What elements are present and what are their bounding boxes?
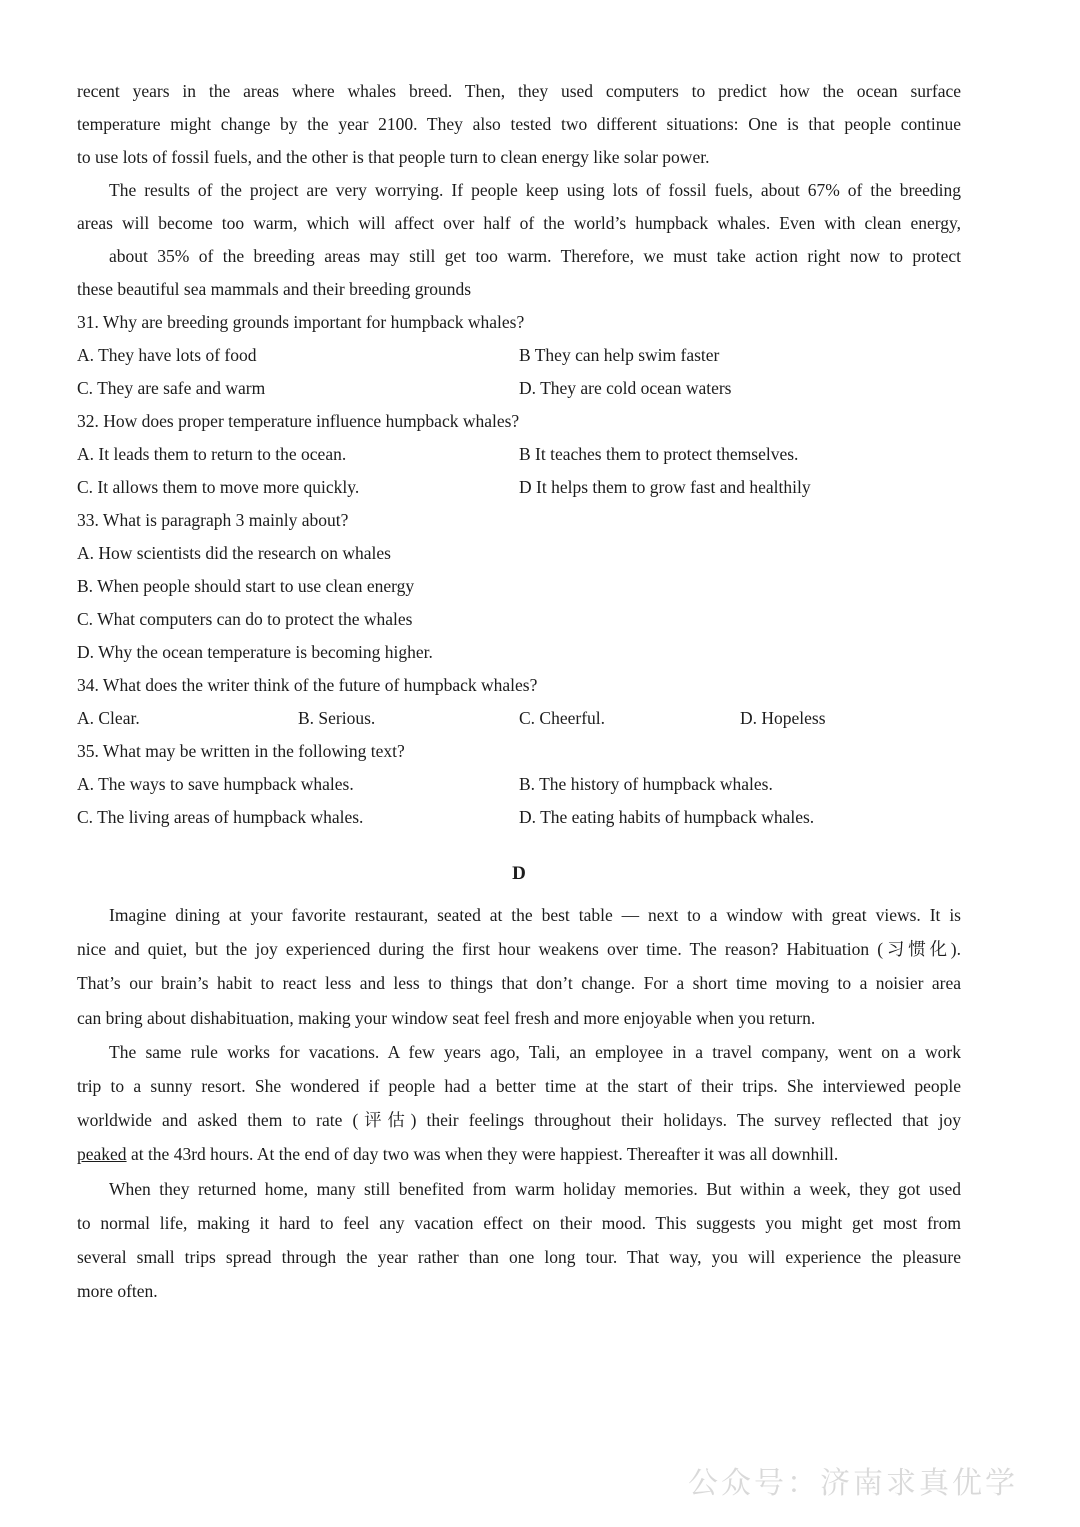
option-c: C. Cheerful.	[519, 708, 606, 728]
text-line: to use lots of fossil fuels, and the other is that people turn to clean energy like solar power.	[77, 147, 710, 167]
text-line: several small trips spread through the year rather than one long tour. That way, you will experience the pleasure	[77, 1246, 961, 1267]
option-row	[77, 768, 961, 801]
option-b: B. Serious.	[298, 708, 376, 728]
passage-d-paragraph-2	[77, 1035, 961, 1172]
option-d: D. The eating habits of humpback whales.	[519, 807, 815, 827]
text-span: at the 43rd hours. At the end of day two was when they were happiest. Thereafter it was all downhill.	[126, 1144, 839, 1165]
question-33	[77, 504, 961, 669]
text-line: worldwide and asked them to rate (评估) their feelings throughout their holidays. The survey reflected that joy	[77, 1110, 961, 1131]
option-row	[77, 339, 961, 372]
text-line: nice and quiet, but the joy experienced during the first hour weakens over time. The reason? Habituation (习惯化).	[77, 939, 961, 960]
exam-page	[77, 75, 961, 1308]
option-a: A. It leads them to return to the ocean.	[77, 444, 347, 464]
option-d: D It helps them to grow fast and healthily	[519, 477, 811, 497]
option-c: C. The living areas of humpback whales.	[77, 807, 364, 827]
text-line: When they returned home, many still benefited from warm holiday memories. But within a week, they got used	[109, 1178, 961, 1199]
text-line: more often.	[77, 1281, 158, 1302]
question-stem: 33. What is paragraph 3 mainly about?	[77, 510, 349, 530]
question-stem: 35. What may be written in the following text?	[77, 741, 405, 761]
text-line: recent years in the areas where whales breed. Then, they used computers to predict how the ocean surface	[77, 81, 961, 101]
text-line: these beautiful sea mammals and their breeding grounds	[77, 279, 472, 299]
text-line: temperature might change by the year 2100. They also tested two different situations: One is that people continue	[77, 114, 961, 134]
option-c: C. It allows them to move more quickly.	[77, 477, 360, 497]
text-line	[77, 1137, 961, 1171]
option-d: D. Why the ocean temperature is becoming higher.	[77, 642, 433, 662]
text-line: trip to a sunny resort. She wondered if people had a better time at the start of their trips. She interviewed people	[77, 1075, 961, 1096]
question-34	[77, 669, 961, 735]
option-a: A. How scientists did the research on whales	[77, 543, 391, 563]
question-35	[77, 735, 961, 834]
question-stem: 32. How does proper temperature influence humpback whales?	[77, 411, 520, 431]
option-c: C. They are safe and warm	[77, 378, 266, 398]
option-row	[77, 471, 961, 504]
question-31	[77, 306, 961, 405]
text-line: about 35% of the breeding areas may still get too warm. Therefore, we must take action right now to protect	[109, 246, 961, 266]
text-line: areas will become too warm, which will affect over half of the world’s humpback whales. Even with clean energy,	[77, 213, 961, 233]
option-a: A. They have lots of food	[77, 345, 257, 365]
option-b: B. The history of humpback whales.	[519, 774, 773, 794]
option-row	[77, 372, 961, 405]
passage-d-paragraph-3	[77, 1172, 961, 1309]
passage-c-paragraph-2	[77, 75, 961, 174]
underlined-word: peaked	[77, 1144, 127, 1165]
option-c: C. What computers can do to protect the whales	[77, 609, 413, 629]
passage-d-paragraph-1	[77, 898, 961, 1035]
option-b: B. When people should start to use clean energy	[77, 576, 415, 596]
option-d: D. They are cold ocean waters	[519, 378, 732, 398]
text-line: can bring about dishabituation, making your window seat feel fresh and more enjoyable when you return.	[77, 1007, 816, 1028]
text-line: Imagine dining at your favorite restaurant, seated at the best table — next to a window with great views. It is	[109, 905, 961, 925]
text-line: That’s our brain’s habit to react less and less to things that don’t change. For a short time moving to a noisier area	[77, 973, 961, 994]
text-line: The results of the project are very worrying. If people keep using lots of fossil fuels, about 67% of the breeding	[109, 180, 961, 200]
option-b: B They can help swim faster	[519, 345, 720, 365]
option-d: D. Hopeless	[740, 708, 826, 728]
option-row	[77, 438, 961, 471]
option-a: A. Clear.	[77, 708, 140, 728]
question-stem: 31. Why are breeding grounds important for humpback whales?	[77, 312, 525, 332]
watermark: 公众号：济南求真优学	[688, 1466, 1018, 1501]
passage-c-paragraph-3	[77, 174, 961, 306]
text-line: to normal life, making it hard to feel any vacation effect on their mood. This suggests you might get most from	[77, 1212, 961, 1233]
question-32	[77, 405, 961, 504]
text-line: The same rule works for vacations. A few years ago, Tali, an employee in a travel company, went on a work	[109, 1041, 961, 1062]
option-a: A. The ways to save humpback whales.	[77, 774, 354, 794]
question-stem: 34. What does the writer think of the future of humpback whales?	[77, 675, 538, 695]
option-b: B It teaches them to protect themselves.	[519, 444, 799, 464]
option-row	[77, 801, 961, 834]
option-row	[77, 702, 961, 735]
section-heading: D	[512, 863, 526, 884]
